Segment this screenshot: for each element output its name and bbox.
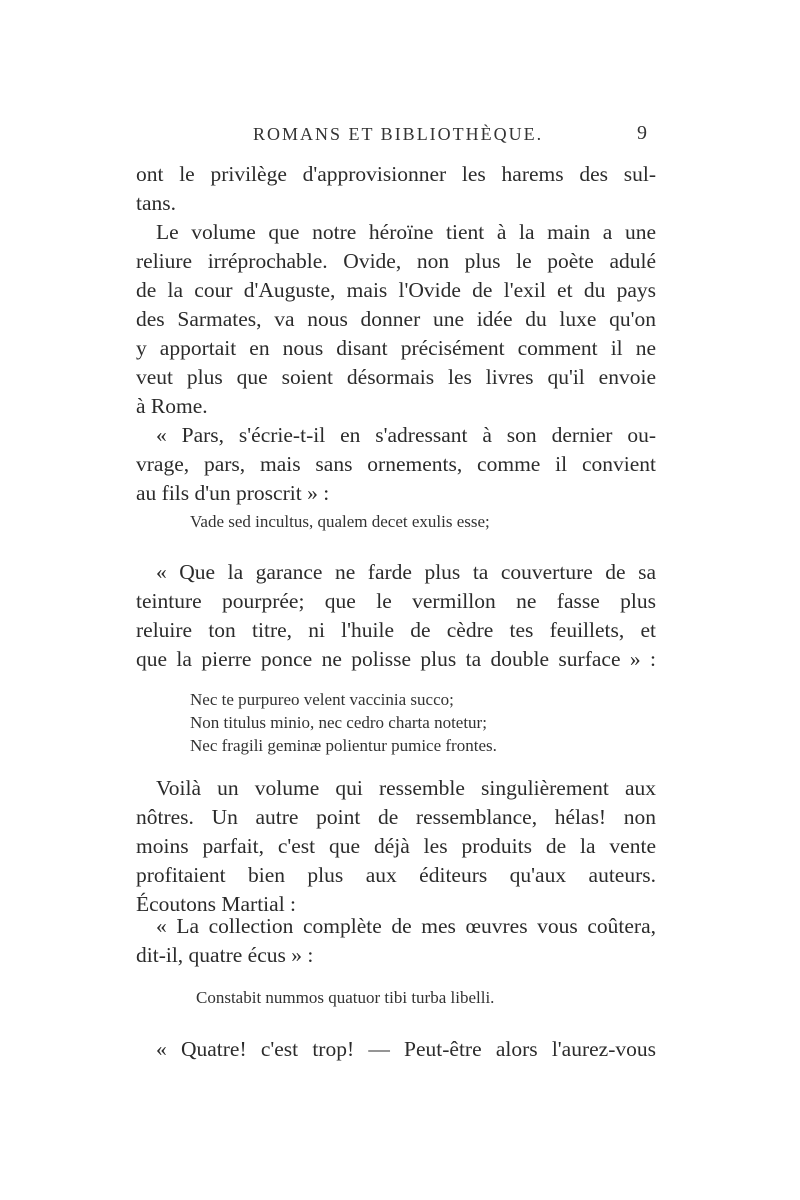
paragraph-volume-description bbox=[136, 218, 656, 421]
text-line: de la cour d'Auguste, mais l'Ovide de l'exil et du pays bbox=[136, 278, 656, 302]
quote-line: Nec fragili geminæ polientur pumice frontes. bbox=[190, 736, 497, 755]
text-line: nôtres. Un autre point de ressemblance, hélas! non bbox=[136, 805, 656, 829]
text-line: reluire ton titre, ni l'huile de cèdre tes feuillets, et bbox=[136, 618, 656, 642]
quote-line: Constabit nummos quatuor tibi turba libelli. bbox=[196, 988, 495, 1007]
text-line: tans. bbox=[136, 191, 177, 215]
text-line: que la pierre ponce ne polisse plus ta double surface » : bbox=[136, 647, 656, 671]
paragraph-martial bbox=[136, 912, 656, 970]
running-title: ROMANS ET BIBLIOTHÈQUE. bbox=[253, 124, 544, 144]
text-line: reliure irréprochable. Ovide, non plus le poète adulé bbox=[136, 249, 656, 273]
text-line: veut plus que soient désormais les livres qu'il envoie bbox=[136, 365, 656, 389]
text-line: Voilà un volume qui ressemble singulièrement aux bbox=[156, 776, 656, 800]
text-line: Le volume que notre héroïne tient à la main a une bbox=[156, 220, 656, 244]
text-line: Écoutons Martial : bbox=[136, 892, 297, 916]
text-line: ont le privilège d'approvisionner les harems des sul- bbox=[136, 162, 656, 186]
text-line: des Sarmates, va nous donner une idée du luxe qu'on bbox=[136, 307, 656, 331]
text-line: profitaient bien plus aux éditeurs qu'aux auteurs. bbox=[136, 863, 656, 887]
text-line: à Rome. bbox=[136, 394, 208, 418]
text-line: « La collection complète de mes œuvres vous coûtera, bbox=[156, 914, 656, 938]
text-line: moins parfait, c'est que déjà les produits de la vente bbox=[136, 834, 656, 858]
paragraph-garance bbox=[136, 558, 656, 674]
quote-line: Non titulus minio, nec cedro charta notetur; bbox=[190, 713, 487, 732]
page-header bbox=[135, 118, 655, 148]
text-line: teinture pourprée; que le vermillon ne fasse plus bbox=[136, 589, 656, 613]
latin-quote-martial bbox=[196, 986, 494, 1009]
paragraph-resemblance bbox=[136, 774, 656, 919]
page-number: 9 bbox=[637, 122, 647, 144]
text-line: vrage, pars, mais sans ornements, comme il convient bbox=[136, 452, 656, 476]
text-line: au fils d'un proscrit » : bbox=[136, 481, 330, 505]
quote-line: Nec te purpureo velent vaccinia succo; bbox=[190, 690, 454, 709]
text-line: « Que la garance ne farde plus ta couverture de sa bbox=[156, 560, 656, 584]
quote-line: Vade sed incultus, qualem decet exulis esse; bbox=[190, 512, 490, 531]
latin-quote-verses bbox=[190, 688, 497, 757]
text-line: « Quatre! c'est trop! — Peut-être alors l'aurez-vous bbox=[156, 1037, 656, 1061]
text-line: y apportait en nous disant précisément comment il ne bbox=[136, 336, 656, 360]
paragraph-quatre bbox=[136, 1035, 656, 1064]
paragraph-ovid-address bbox=[136, 421, 656, 508]
latin-quote bbox=[190, 510, 490, 533]
text-line: dit-il, quatre écus » : bbox=[136, 943, 314, 967]
paragraph-continuation bbox=[136, 160, 656, 218]
text-line: « Pars, s'écrie-t-il en s'adressant à son dernier ou- bbox=[156, 423, 656, 447]
